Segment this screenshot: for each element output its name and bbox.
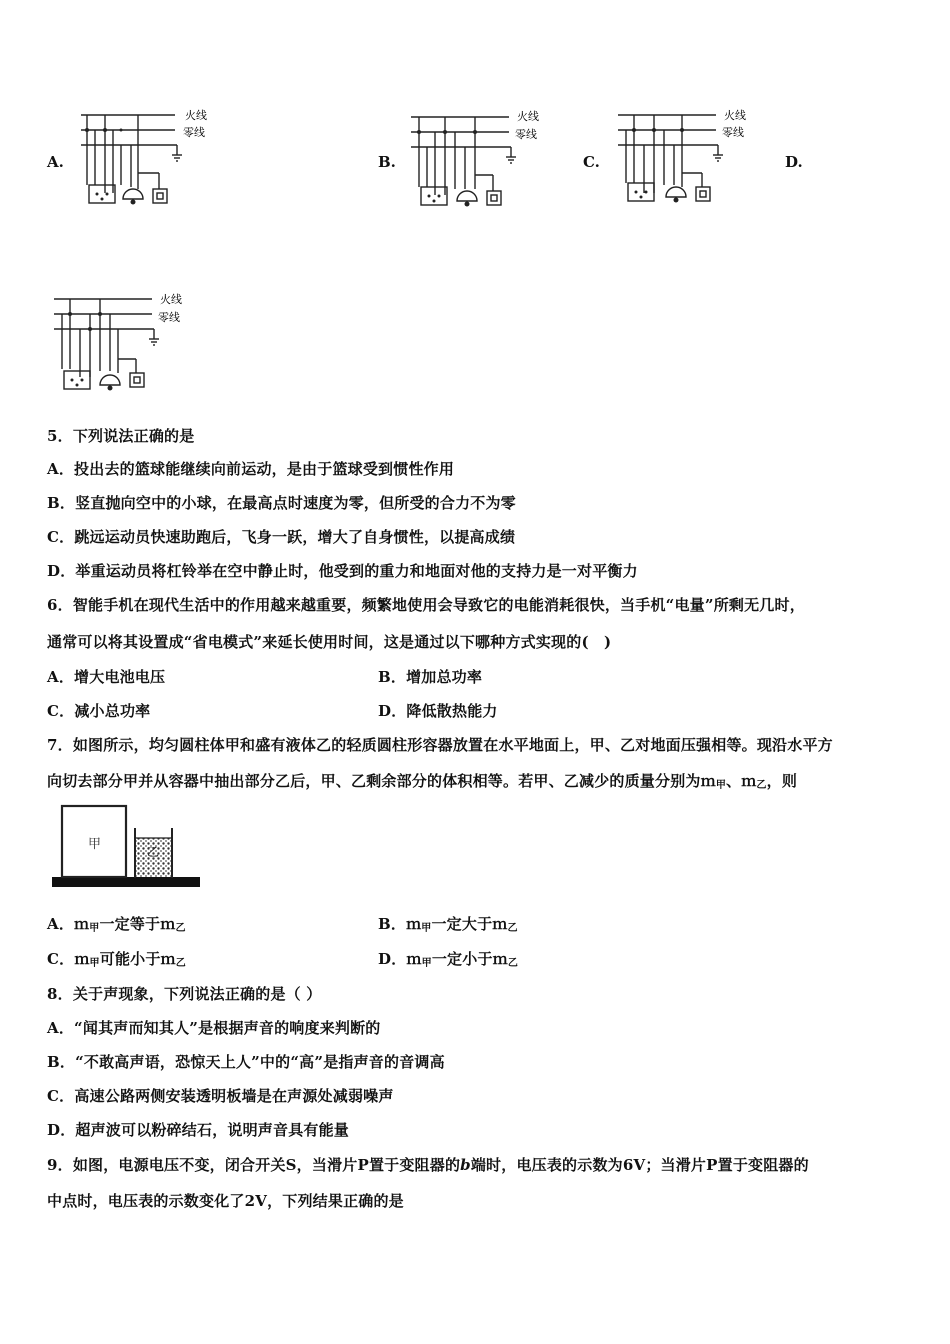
q4-circuit-diagram-c xyxy=(612,103,762,213)
q4-b-neutral-wire-label: 零线 xyxy=(515,128,537,141)
q7-figure-cylinder-and-container xyxy=(52,802,204,894)
q4-a-live-wire-label: 火线 xyxy=(185,109,207,122)
q5-option-c: C．跳远运动员快速助跑后，飞身一跃，增大了自身惯性，以提高成绩 xyxy=(47,528,516,546)
q4-option-a-label: A. xyxy=(47,153,64,171)
q7-option-d: D．ｍ$_甲$一定小于ｍ$_乙$ xyxy=(378,950,519,969)
q9-stem-line1: 9．如图，电源电压不变，闭合开关S，当滑片P置于变阻器的b端时，电压表的示数为6V；当滑片P置于变阻器的 xyxy=(47,1156,809,1174)
q4-c-neutral-wire-label: 零线 xyxy=(722,126,744,139)
q5-option-a: A．投出去的篮球能继续向前运动，是由于篮球受到惯性作用 xyxy=(47,460,455,478)
q7-option-c: C．ｍ$_甲$可能小于ｍ$_乙$ xyxy=(47,950,186,969)
q9-stem-line2: 中点时，电压表的示数变化了2V，下列结果正确的是 xyxy=(47,1192,404,1210)
q4-option-c-label: C. xyxy=(583,153,600,171)
q8-option-c: C．高速公路两侧安装透明板墙是在声源处减弱噪声 xyxy=(47,1087,394,1105)
q6-stem-line1: 6．智能手机在现代生活中的作用越来越重要，频繁地使用会导致它的电能消耗很快，当手机“电量”所剩无几时， xyxy=(47,596,805,614)
q8-option-d: D．超声波可以粉碎结石，说明声音具有能量 xyxy=(47,1121,350,1139)
q4-circuit-diagram-a xyxy=(75,103,225,213)
q7-figure-label-jia: 甲 xyxy=(88,837,102,852)
q4-c-live-wire-label: 火线 xyxy=(724,109,746,122)
q7-stem-line1: 7．如图所示，均匀圆柱体甲和盛有液体乙的轻质圆柱形容器放置在水平地面上，甲、乙对地面压强相等。现沿水平方 xyxy=(47,736,833,754)
q7-stem-line2: 向切去部分甲并从容器中抽出部分乙后，甲、乙剩余部分的体积相等。若甲、乙减少的质量分别为ｍ$_甲$、ｍ$_乙$，则 xyxy=(47,772,798,791)
q4-b-live-wire-label: 火线 xyxy=(517,110,539,123)
q6-option-a: A．增大电池电压 xyxy=(47,668,166,686)
q6-option-b: B．增加总功率 xyxy=(378,668,483,686)
q8-stem: 8．关于声现象，下列说法正确的是（ ） xyxy=(47,985,322,1003)
q4-d-live-wire-label: 火线 xyxy=(160,293,182,306)
q4-option-b-label: B. xyxy=(378,153,396,171)
q8-option-a: A．“闻其声而知其人”是根据声音的响度来判断的 xyxy=(47,1019,381,1037)
q5-stem: 5．下列说法正确的是 xyxy=(47,427,195,445)
q6-stem-line2: 通常可以将其设置成“省电模式”来延长使用时间，这是通过以下哪种方式实现的( ) xyxy=(47,633,612,651)
q4-d-neutral-wire-label: 零线 xyxy=(158,311,180,324)
q4-option-d-label: D. xyxy=(785,153,803,171)
q6-option-c: C．减小总功率 xyxy=(47,702,151,720)
q7-figure-label-yi: 乙 xyxy=(147,845,160,859)
q5-option-b: B．竖直抛向空中的小球，在最高点时速度为零，但所受的合力不为零 xyxy=(47,494,516,512)
q4-a-neutral-wire-label: 零线 xyxy=(183,126,205,139)
q5-option-d: D．举重运动员将杠铃举在空中静止时，他受到的重力和地面对他的支持力是一对平衡力 xyxy=(47,562,638,580)
q6-option-d: D．降低散热能力 xyxy=(378,702,498,720)
q7-option-a: A．ｍ$_甲$一定等于ｍ$_乙$ xyxy=(47,915,186,934)
q8-option-b: B．“不敢高声语，恐惊天上人”中的“高”是指声音的音调高 xyxy=(47,1053,445,1071)
q4-circuit-diagram-b xyxy=(405,103,555,213)
q4-circuit-diagram-d xyxy=(48,287,198,399)
q7-option-b: B．ｍ$_甲$一定大于ｍ$_乙$ xyxy=(378,915,518,934)
